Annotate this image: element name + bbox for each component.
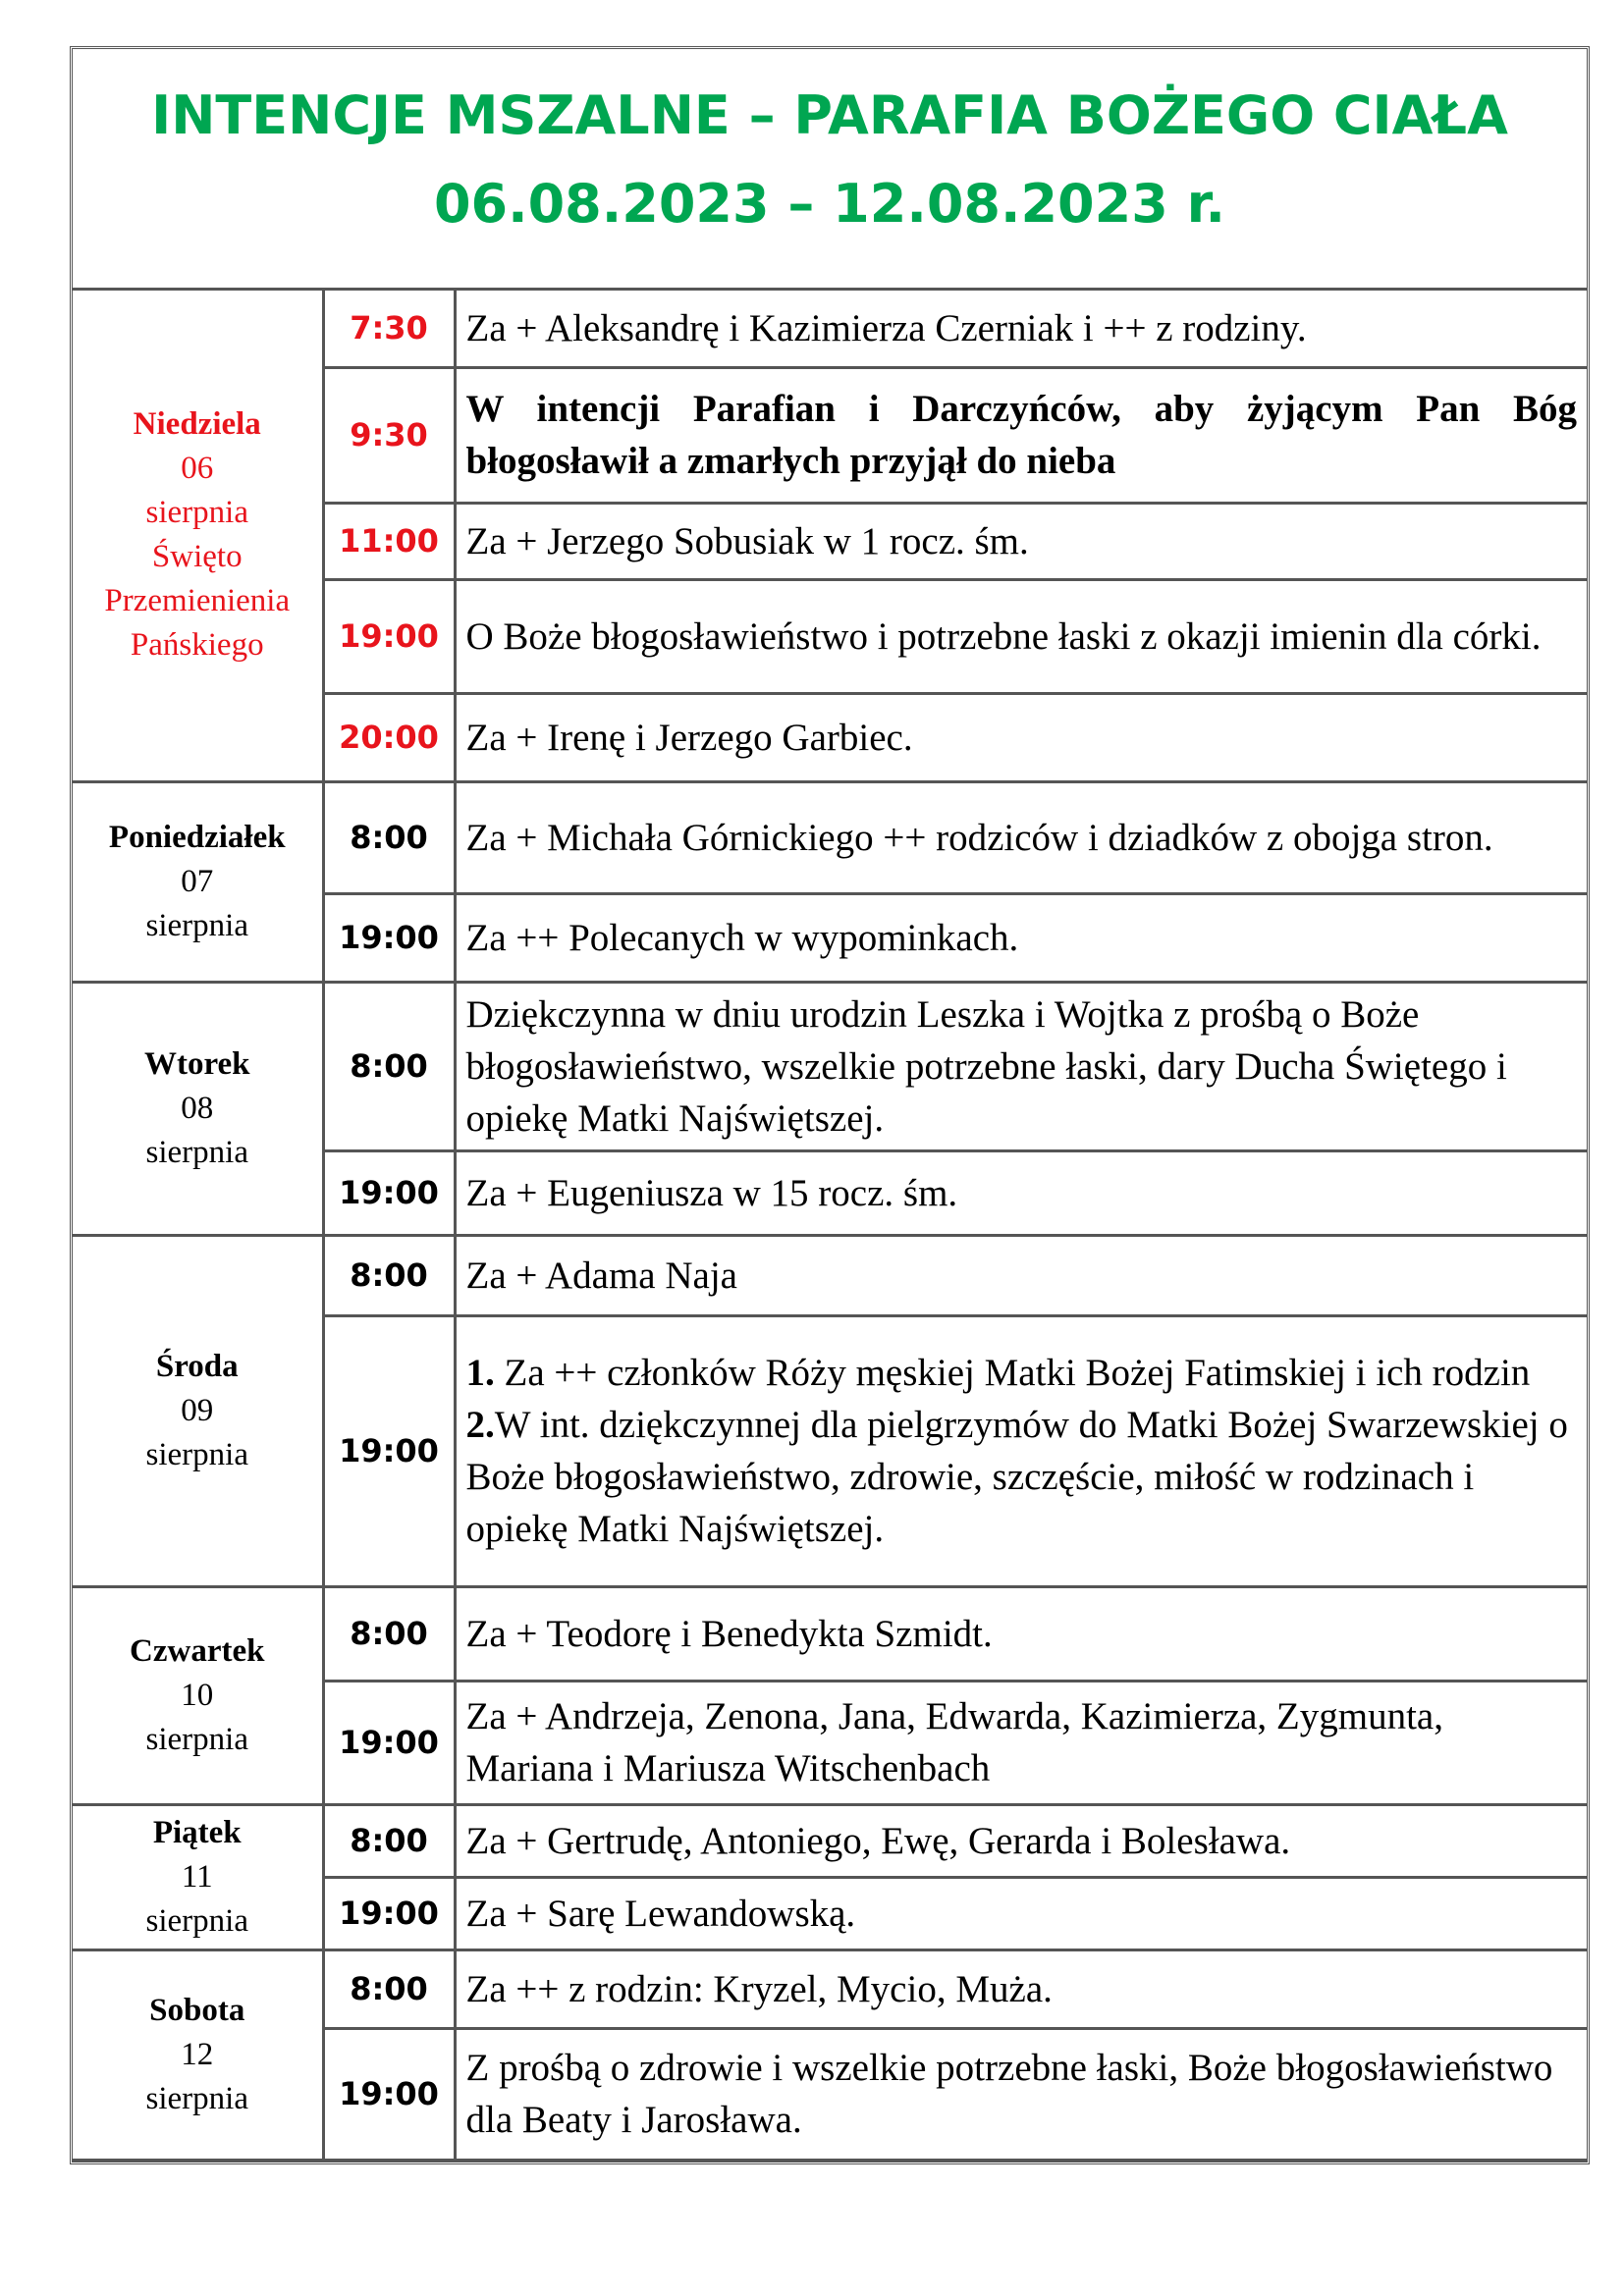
item-text: Za ++ członków Róży męskiej Matki Bożej Fatimskiej i ich rodzin: [494, 1352, 1531, 1394]
day-month: sierpnia: [145, 1721, 248, 1757]
mass-intention: Za + Sarę Lewandowską.: [455, 1877, 1587, 1949]
mass-intention: Za + Teodorę i Benedykta Szmidt.: [455, 1586, 1587, 1681]
day-date: 08: [181, 1090, 214, 1126]
feast-line: Pańskiego: [130, 627, 264, 664]
mass-intention: Za + Adama Naja: [455, 1235, 1587, 1315]
day-name: Sobota: [149, 1992, 245, 2028]
mass-time: 11:00: [323, 503, 455, 579]
mass-intention: Za ++ z rodzin: Kryzel, Mycio, Muża.: [455, 1949, 1587, 2028]
day-cell-thursday: [73, 1586, 323, 1804]
mass-time: 8:00: [323, 1235, 455, 1315]
feast-line: Święto: [151, 539, 243, 575]
day-month: sierpnia: [145, 2080, 248, 2116]
mass-intention: Za + Eugeniusza w 15 rocz. śm.: [455, 1150, 1587, 1235]
mass-intention: Dziękczynna w dniu urodzin Leszka i Wojtka z prośbą o Boże błogosławieństwo, wszelkie potrzebne łaski, dary Ducha Świętego i opiekę Matki Najświętszej.: [455, 982, 1587, 1150]
mass-time: 19:00: [323, 1315, 455, 1586]
day-cell-monday: [73, 781, 323, 982]
day-date: 07: [181, 863, 214, 899]
item-number: 2.: [465, 1404, 495, 1446]
table-row: [73, 781, 1587, 893]
mass-intention: Za + Andrzeja, Zenona, Jana, Edwarda, Kazimierza, Zygmunta, Mariana i Mariusza Witschenbach: [455, 1681, 1587, 1804]
day-cell-saturday: [73, 1949, 323, 2160]
mass-time: 19:00: [323, 2028, 455, 2160]
day-date: 12: [181, 2036, 214, 2072]
day-month: sierpnia: [145, 1436, 248, 1472]
day-cell-tuesday: [73, 982, 323, 1235]
mass-time: 8:00: [323, 1804, 455, 1877]
mass-time: 19:00: [323, 893, 455, 982]
feast-line: Przemienienia: [104, 583, 291, 619]
day-name: Piątek: [152, 1814, 242, 1850]
mass-intention: Za + Jerzego Sobusiak w 1 rocz. śm.: [455, 503, 1587, 579]
mass-intention: Za + Aleksandrę i Kazimierza Czerniak i ++ z rodziny.: [455, 291, 1587, 367]
mass-time: 20:00: [323, 693, 455, 781]
table-row: [73, 1949, 1587, 2028]
item-number: 1.: [465, 1352, 495, 1394]
day-name: Poniedziałek: [108, 819, 286, 855]
table-row: [73, 1804, 1587, 1877]
day-date: 06: [181, 451, 214, 487]
mass-intention: W intencji Parafian i Darczyńców, aby żyjącym Pan Bóg błogosławił a zmarłych przyjął do nieba: [455, 367, 1587, 503]
table-row: [73, 291, 1587, 367]
mass-time: 8:00: [323, 1949, 455, 2028]
day-cell-wednesday: [73, 1235, 323, 1586]
mass-intention: Z prośbą o zdrowie i wszelkie potrzebne łaski, Boże błogosławieństwo dla Beaty i Jarosława.: [455, 2028, 1587, 2160]
day-date: 09: [181, 1392, 214, 1428]
day-month: sierpnia: [145, 907, 248, 943]
day-name: Czwartek: [130, 1632, 265, 1669]
mass-intention: Za ++ Polecanych w wypominkach.: [455, 893, 1587, 982]
day-month: sierpnia: [145, 1134, 248, 1170]
day-date: 10: [181, 1677, 214, 1713]
day-date: 11: [181, 1858, 213, 1895]
table-row: [73, 1235, 1587, 1315]
day-name: Wtorek: [143, 1045, 250, 1082]
day-month: sierpnia: [145, 1902, 248, 1939]
mass-time: 8:00: [323, 1586, 455, 1681]
mass-intention: Za + Michała Górnickiego ++ rodziców i dziadków z obojga stron.: [455, 781, 1587, 893]
mass-time: 19:00: [323, 1877, 455, 1949]
mass-time: 19:00: [323, 1150, 455, 1235]
mass-intention: Za + Irenę i Jerzego Garbiec.: [455, 693, 1587, 781]
mass-intention: O Boże błogosławieństwo i potrzebne łaski z okazji imienin dla córki.: [455, 579, 1587, 693]
mass-time: 19:00: [323, 579, 455, 693]
mass-time: 9:30: [323, 367, 455, 503]
mass-time: 7:30: [323, 291, 455, 367]
day-name: Niedziela: [133, 406, 261, 443]
table-row: [73, 982, 1587, 1150]
mass-time: 8:00: [323, 982, 455, 1150]
intentions-sheet: [70, 46, 1590, 2164]
intentions-table: [73, 291, 1587, 2162]
mass-time: 19:00: [323, 1681, 455, 1804]
title-box: [73, 49, 1587, 291]
day-cell-friday: [73, 1804, 323, 1949]
day-month: sierpnia: [145, 495, 248, 531]
mass-intention: [455, 1315, 1587, 1586]
date-range: 06.08.2023 – 12.08.2023 r.: [433, 173, 1226, 235]
table-row: [73, 1586, 1587, 1681]
mass-intention: Za + Gertrudę, Antoniego, Ewę, Gerarda i Bolesława.: [455, 1804, 1587, 1877]
page-title: INTENCJE MSZALNE – PARAFIA BOŻEGO CIAŁA: [151, 84, 1508, 146]
item-text: W int. dziękczynnej dla pielgrzymów do Matki Bożej Swarzewskiej o Boże błogosławieństwo, zdrowie, szczęście, miłość w rodzinach i opiekę Matki Najświętszej.: [465, 1404, 1568, 1550]
mass-time: 8:00: [323, 781, 455, 893]
day-cell-sunday: [73, 291, 323, 781]
day-name: Środa: [155, 1348, 239, 1384]
